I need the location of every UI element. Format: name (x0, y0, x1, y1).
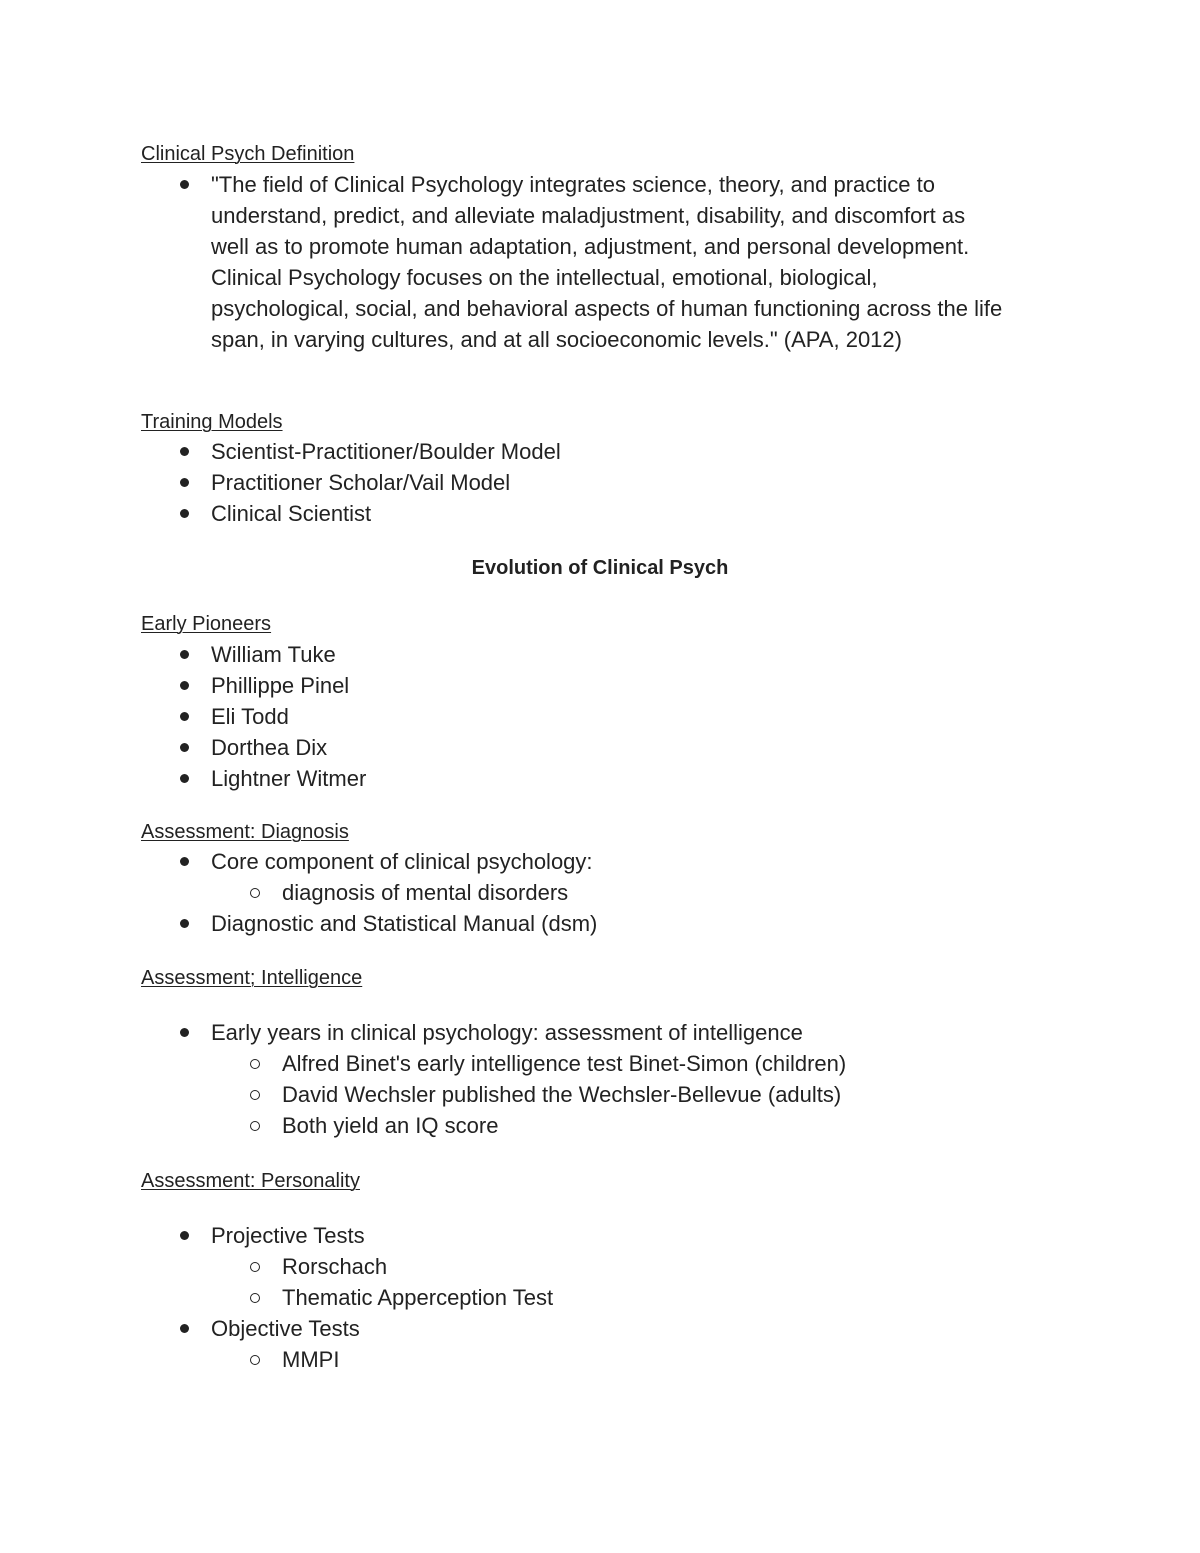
quote-line: Clinical Psychology focuses on the intellectual, emotional, biological, (211, 265, 878, 290)
list-item: Projective Tests (211, 1223, 365, 1248)
list-item: Early years in clinical psychology: assessment of intelligence (211, 1020, 803, 1045)
definition-heading: Clinical Psych Definition (141, 143, 355, 165)
quote-line: well as to promote human adaptation, adjustment, and personal development. (211, 234, 970, 259)
intelligence-heading: Assessment; Intelligence (141, 967, 363, 989)
bullet-icon (180, 1231, 189, 1240)
quote-line: span, in varying cultures, and at all socioeconomic levels." (APA, 2012) (211, 327, 902, 352)
bullet-icon (180, 1028, 189, 1037)
sub-list-item: Alfred Binet's early intelligence test Binet-Simon (children) (282, 1051, 847, 1076)
bullet-icon (180, 774, 189, 783)
section-title: Evolution of Clinical Psych (471, 557, 729, 579)
sub-bullet-icon (250, 1262, 260, 1272)
list-item: Lightner Witmer (211, 766, 367, 791)
bullet-icon (180, 1324, 189, 1333)
sub-bullet-icon (250, 888, 260, 898)
list-item: Phillippe Pinel (211, 673, 350, 698)
quote-line: understand, predict, and alleviate maladjustment, disability, and discomfort as (211, 203, 966, 228)
sub-list-item: Rorschach (282, 1254, 388, 1279)
list-item: Practitioner Scholar/Vail Model (211, 470, 511, 495)
bullet-icon (180, 712, 189, 721)
bullet-icon (180, 743, 189, 752)
bullet-icon (180, 681, 189, 690)
sub-bullet-icon (250, 1355, 260, 1365)
sub-bullet-icon (250, 1090, 260, 1100)
quote-line: psychological, social, and behavioral aspects of human functioning across the life (211, 296, 1003, 321)
sub-list-item: diagnosis of mental disorders (282, 880, 569, 905)
sub-bullet-icon (250, 1059, 260, 1069)
bullet-icon (180, 509, 189, 518)
training-heading: Training Models (141, 411, 283, 433)
bullet-icon (180, 180, 189, 189)
sub-list-item: David Wechsler published the Wechsler-Bellevue (adults) (282, 1082, 842, 1107)
list-item: William Tuke (211, 642, 336, 667)
sub-list-item: Thematic Apperception Test (282, 1285, 554, 1310)
bullet-icon (180, 857, 189, 866)
diagnosis-heading: Assessment: Diagnosis (141, 821, 349, 843)
sub-list-item: MMPI (282, 1347, 340, 1372)
bullet-icon (180, 447, 189, 456)
list-item: Objective Tests (211, 1316, 360, 1341)
list-item: Diagnostic and Statistical Manual (dsm) (211, 911, 598, 936)
sub-bullet-icon (250, 1293, 260, 1303)
definition-quote (211, 169, 1091, 355)
list-item: Clinical Scientist (211, 501, 372, 526)
quote-line: "The field of Clinical Psychology integrates science, theory, and practice to (211, 172, 935, 197)
bullet-icon (180, 478, 189, 487)
list-item: Core component of clinical psychology: (211, 849, 593, 874)
sub-list-item: Both yield an IQ score (282, 1113, 499, 1138)
bullet-icon (180, 919, 189, 928)
sub-bullet-icon (250, 1121, 260, 1131)
bullet-icon (180, 650, 189, 659)
list-item: Dorthea Dix (211, 735, 328, 760)
list-item: Scientist-Practitioner/Boulder Model (211, 439, 561, 464)
pioneers-heading: Early Pioneers (141, 613, 272, 635)
list-item: Eli Todd (211, 704, 289, 729)
personality-heading: Assessment: Personality (141, 1170, 360, 1192)
